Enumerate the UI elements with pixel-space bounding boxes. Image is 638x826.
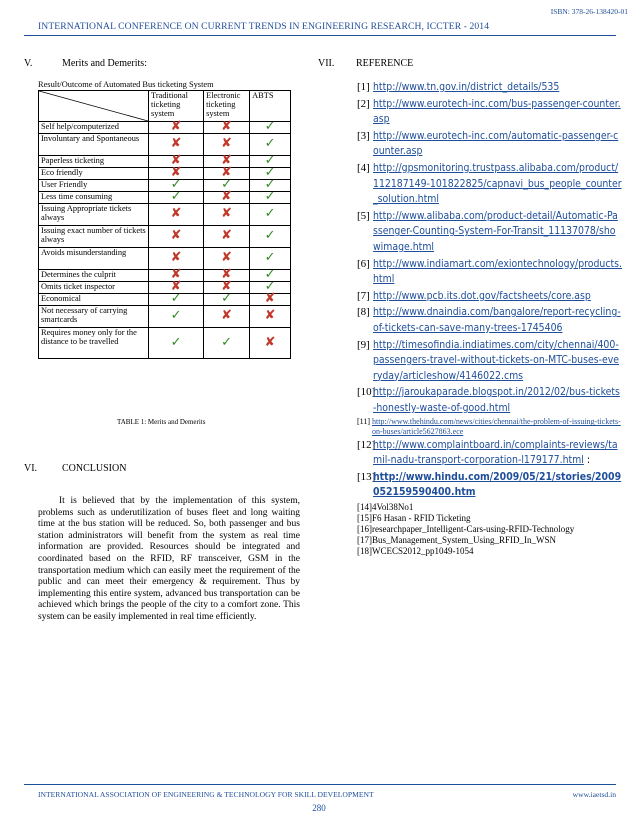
row-label: User Friendly: [39, 180, 149, 192]
reference-number: [16]: [357, 524, 372, 535]
reference-number: [4]: [357, 161, 370, 174]
table-caption: Result/Outcome of Automated Bus ticketing System: [38, 80, 214, 89]
reference-text: [373, 338, 622, 385]
column-header: ABTS: [250, 91, 291, 122]
section-number: VII.: [318, 58, 335, 69]
check-icon: ✓: [264, 267, 276, 283]
mark-cell: [204, 248, 250, 270]
cross-icon: ✘: [170, 250, 182, 266]
table-row: [39, 122, 291, 134]
check-icon: ✓: [170, 189, 182, 205]
check-icon: ✓: [221, 177, 233, 193]
check-icon: ✓: [264, 228, 276, 244]
cross-icon: ✘: [221, 267, 233, 283]
reference-number: [8]: [357, 306, 370, 319]
mark-cell: [204, 226, 250, 248]
reference-suffix: :: [583, 454, 590, 467]
table-title: TABLE 1: Merits and Demerits: [117, 418, 206, 426]
row-label: Omits ticket inspector: [39, 282, 149, 294]
reference-text: [373, 385, 622, 416]
mark-cell: [204, 134, 250, 156]
mark-cell: [149, 248, 204, 270]
isbn-label: ISBN: 378-26-138420-01: [550, 7, 628, 16]
table-row: [39, 328, 291, 359]
mark-cell: [204, 306, 250, 328]
table-row: [39, 270, 291, 282]
conference-header: INTERNATIONAL CONFERENCE ON CURRENT TRENDS IN ENGINEERING RESEARCH, ICCTER - 2014: [38, 21, 490, 32]
reference-text: WCECS2012_pp1049-1054: [372, 546, 474, 557]
section-title: Merits and Demerits:: [62, 58, 147, 69]
check-icon: ✓: [221, 334, 233, 350]
cross-icon: ✘: [170, 153, 182, 169]
row-label: Not necessary of carrying smartcards: [39, 306, 149, 328]
check-icon: ✓: [264, 206, 276, 222]
reference-item: [357, 417, 622, 436]
mark-cell: [204, 119, 250, 135]
reference-text: [373, 257, 622, 288]
table-header-row: [39, 91, 291, 122]
reference-item: [357, 129, 622, 160]
reference-text: [373, 97, 622, 128]
section-title: CONCLUSION: [62, 463, 127, 474]
column-header: Traditional ticketing system: [149, 91, 204, 122]
reference-item: [357, 524, 622, 535]
merits-table-wrapper: [38, 80, 302, 359]
check-icon: ✓: [170, 308, 182, 324]
mark-cell: [149, 328, 204, 359]
reference-item: [357, 502, 622, 513]
cross-icon: ✘: [221, 279, 233, 295]
reference-text: [373, 470, 622, 501]
reference-number: [17]: [357, 535, 372, 546]
table-row: [39, 282, 291, 294]
check-icon: ✓: [221, 291, 233, 307]
reference-item: [357, 305, 622, 336]
table-row: [39, 180, 291, 192]
reference-number: [2]: [357, 97, 370, 110]
reference-text: [373, 289, 622, 305]
check-icon: ✓: [264, 177, 276, 193]
mark-cell: [250, 204, 291, 226]
column-header: Electronic ticketing system: [204, 91, 250, 122]
check-icon: ✓: [170, 291, 182, 307]
reference-text: [372, 417, 622, 436]
cross-icon: ✘: [264, 291, 276, 307]
table-row: [39, 294, 291, 306]
reference-item: [357, 209, 622, 256]
check-icon: ✓: [264, 250, 276, 266]
cross-icon: ✘: [221, 119, 233, 135]
row-label: Issuing Appropriate tickets always: [39, 204, 149, 226]
row-label: Determines the culprit: [39, 270, 149, 282]
row-label: Issuing exact number of tickets always: [39, 226, 149, 248]
row-label: Avoids misunderstanding: [39, 248, 149, 270]
section-number: VI.: [24, 463, 38, 474]
reference-link[interactable]: http://gpsmonitoring.trustpass.alibaba.com/product/112187149-101822825/capnavi_bus_people_counter_solution.html: [373, 161, 622, 206]
cross-icon: ✘: [264, 334, 276, 350]
row-label: Paperless ticketing: [39, 156, 149, 168]
reference-text: F6 Hasan - RFID Ticketing: [372, 513, 471, 524]
cross-icon: ✘: [221, 308, 233, 324]
mark-cell: [250, 189, 291, 205]
reference-number: [15]: [357, 513, 372, 524]
reference-item: [357, 338, 622, 385]
table-row: [39, 168, 291, 180]
reference-number: [12]: [357, 438, 376, 451]
reference-text: researchpaper_Intelligent-Cars-using-RFID-Technology: [372, 524, 575, 535]
reference-text: [373, 129, 622, 160]
mark-cell: [250, 226, 291, 248]
reference-item: [357, 257, 622, 288]
section-title: REFERENCE: [356, 58, 414, 69]
mark-cell: [149, 291, 204, 307]
cross-icon: ✘: [221, 228, 233, 244]
row-label: Economical: [39, 294, 149, 306]
table-row: [39, 306, 291, 328]
reference-item: [357, 546, 622, 557]
row-label: Involuntary and Spontaneous: [39, 134, 149, 156]
reference-number: [6]: [357, 257, 370, 270]
reference-heading: [318, 58, 413, 69]
reference-text: [373, 209, 622, 256]
reference-item: [357, 161, 622, 208]
cross-icon: ✘: [170, 119, 182, 135]
reference-item: [357, 535, 622, 546]
reference-text: [373, 305, 622, 336]
check-icon: ✓: [170, 334, 182, 350]
cross-icon: ✘: [170, 165, 182, 181]
reference-list: [357, 80, 622, 557]
reference-text: [373, 161, 622, 208]
table-row: [39, 204, 291, 226]
reference-text: [373, 80, 622, 96]
page-number: 280: [312, 803, 326, 813]
reference-link[interactable]: http://www.indiamart.com/exiontechnology/products.html: [373, 257, 622, 286]
cross-icon: ✘: [170, 279, 182, 295]
reference-number: [5]: [357, 209, 370, 222]
mark-cell: [250, 248, 291, 270]
check-icon: ✓: [264, 165, 276, 181]
reference-link[interactable]: http://www.alibaba.com/product-detail/Automatic-Passenger-Counting-System-For-Transit_11137078/showimage.html: [373, 209, 618, 253]
cross-icon: ✘: [221, 136, 233, 152]
table-row: [39, 134, 291, 156]
reference-number: [9]: [357, 338, 370, 351]
reference-text: Bus_Management_System_Using_RFID_In_WSN: [372, 535, 556, 546]
check-icon: ✓: [264, 119, 276, 135]
table-row: [39, 226, 291, 248]
check-icon: ✓: [264, 189, 276, 205]
cross-icon: ✘: [221, 165, 233, 181]
reference-item: [357, 385, 622, 416]
reference-item: [357, 470, 622, 501]
mark-cell: [149, 119, 204, 135]
check-icon: ✓: [264, 153, 276, 169]
merits-table: [38, 90, 291, 359]
mark-cell: [149, 204, 204, 226]
mark-cell: [204, 328, 250, 359]
row-label: Less time consuming: [39, 192, 149, 204]
table-row: [39, 156, 291, 168]
reference-link[interactable]: http://www.eurotech-inc.com/automatic-passenger-counter.asp: [373, 129, 619, 158]
cross-icon: ✘: [221, 250, 233, 266]
reference-item: [357, 513, 622, 524]
diagonal-line: [39, 91, 148, 121]
cross-icon: ✘: [221, 153, 233, 169]
section-number: V.: [24, 58, 33, 69]
table-row: [39, 248, 291, 270]
reference-number: [13]: [357, 470, 376, 483]
reference-link[interactable]: http://www.pcb.its.dot.gov/factsheets/core.asp: [373, 289, 591, 302]
cross-icon: ✘: [221, 189, 233, 205]
cross-icon: ✘: [170, 206, 182, 222]
mark-cell: [250, 328, 291, 359]
cross-icon: ✘: [170, 228, 182, 244]
reference-number: [14]: [357, 502, 372, 513]
reference-link[interactable]: http://jaroukaparade.blogspot.in/2012/02/bus-tickets-honestly-waste-of-good.html: [373, 386, 620, 414]
reference-link[interactable]: http://www.tn.gov.in/district_details/535: [373, 81, 560, 93]
reference-item: [357, 289, 622, 305]
reference-number: [1]: [357, 81, 370, 93]
merits-section-heading: [24, 58, 316, 69]
reference-number: [10]: [357, 386, 376, 399]
mark-cell: [149, 134, 204, 156]
reference-link[interactable]: http://www.hindu.com/2009/05/21/stories/2009052159590400.htm: [373, 470, 622, 499]
reference-link[interactable]: http://www.complaintboard.in/complaints-reviews/tamil-nadu-transport-corporation-l179177.html: [373, 438, 618, 467]
mark-cell: [149, 226, 204, 248]
mark-cell: [204, 291, 250, 307]
reference-item: [357, 97, 622, 128]
footer-organization: INTERNATIONAL ASSOCIATION OF ENGINEERING & TECHNOLOGY FOR SKILL DEVELOPMENT: [38, 790, 374, 799]
check-icon: ✓: [264, 136, 276, 152]
reference-number: [18]: [357, 546, 372, 557]
reference-number: [11]: [357, 417, 371, 427]
reference-link[interactable]: http://www.thehindu.com/news/cities/chennai/the-problem-of-issuing-tickets-on-buses/article5627863.ece: [372, 417, 621, 437]
row-label: Eco friendly: [39, 168, 149, 180]
row-label: Requires money only for the distance to be travelled: [39, 328, 149, 359]
row-label: Self help/computerized: [39, 122, 149, 134]
header-rule: [24, 35, 616, 36]
mark-cell: [149, 189, 204, 205]
reference-item: [357, 80, 622, 96]
table-row: [39, 192, 291, 204]
reference-number: [7]: [357, 289, 370, 302]
reference-link[interactable]: http://www.dnaindia.com/bangalore/report-recycling-of-tickets-can-save-many-trees-1745406: [373, 306, 621, 334]
mark-cell: [204, 189, 250, 205]
cross-icon: ✘: [221, 206, 233, 222]
conclusion-paragraph: It is believed that by the implementation of this system, problems such as underutilization of buses fleet and long waiting time at the bus station will be reduced. So, both passenger and bus station administrators will benefit from the system as real time information are provided. Resources should be integrated and coordinated based on the RFID, RF transceiver, GSM in the transportation medium which can easily meet the requirement of the public and can meet their emergency & requirement. Thus by implementing this entire system, advanced bus transportation can be achieved which brings the people of the city to a comfort zone. This system can be easily implemented in real time efficiently.: [38, 496, 300, 622]
reference-number: [3]: [357, 129, 370, 142]
mark-cell: [250, 134, 291, 156]
mark-cell: [250, 306, 291, 328]
footer-rule: [24, 784, 616, 785]
conclusion-heading: [24, 463, 126, 474]
check-icon: ✓: [264, 279, 276, 295]
footer-website: www.iaetsd.in: [572, 790, 616, 799]
reference-text: [373, 438, 622, 469]
reference-text: 4Vol38No1: [372, 502, 414, 513]
reference-item: [357, 438, 622, 469]
check-icon: ✓: [170, 177, 182, 193]
diagonal-header-cell: [39, 91, 149, 122]
mark-cell: [204, 204, 250, 226]
reference-link[interactable]: http://www.eurotech-inc.com/bus-passenger-counter.asp: [373, 97, 621, 126]
cross-icon: ✘: [170, 136, 182, 152]
reference-link[interactable]: http://timesofindia.indiatimes.com/city/chennai/400-passengers-travel-without-tickets-on-MTC-buses-everyday/articleshow/4146022.cms: [373, 338, 620, 382]
mark-cell: [250, 291, 291, 307]
cross-icon: ✘: [264, 308, 276, 324]
mark-cell: [149, 306, 204, 328]
cross-icon: ✘: [170, 267, 182, 283]
mark-cell: [250, 119, 291, 135]
